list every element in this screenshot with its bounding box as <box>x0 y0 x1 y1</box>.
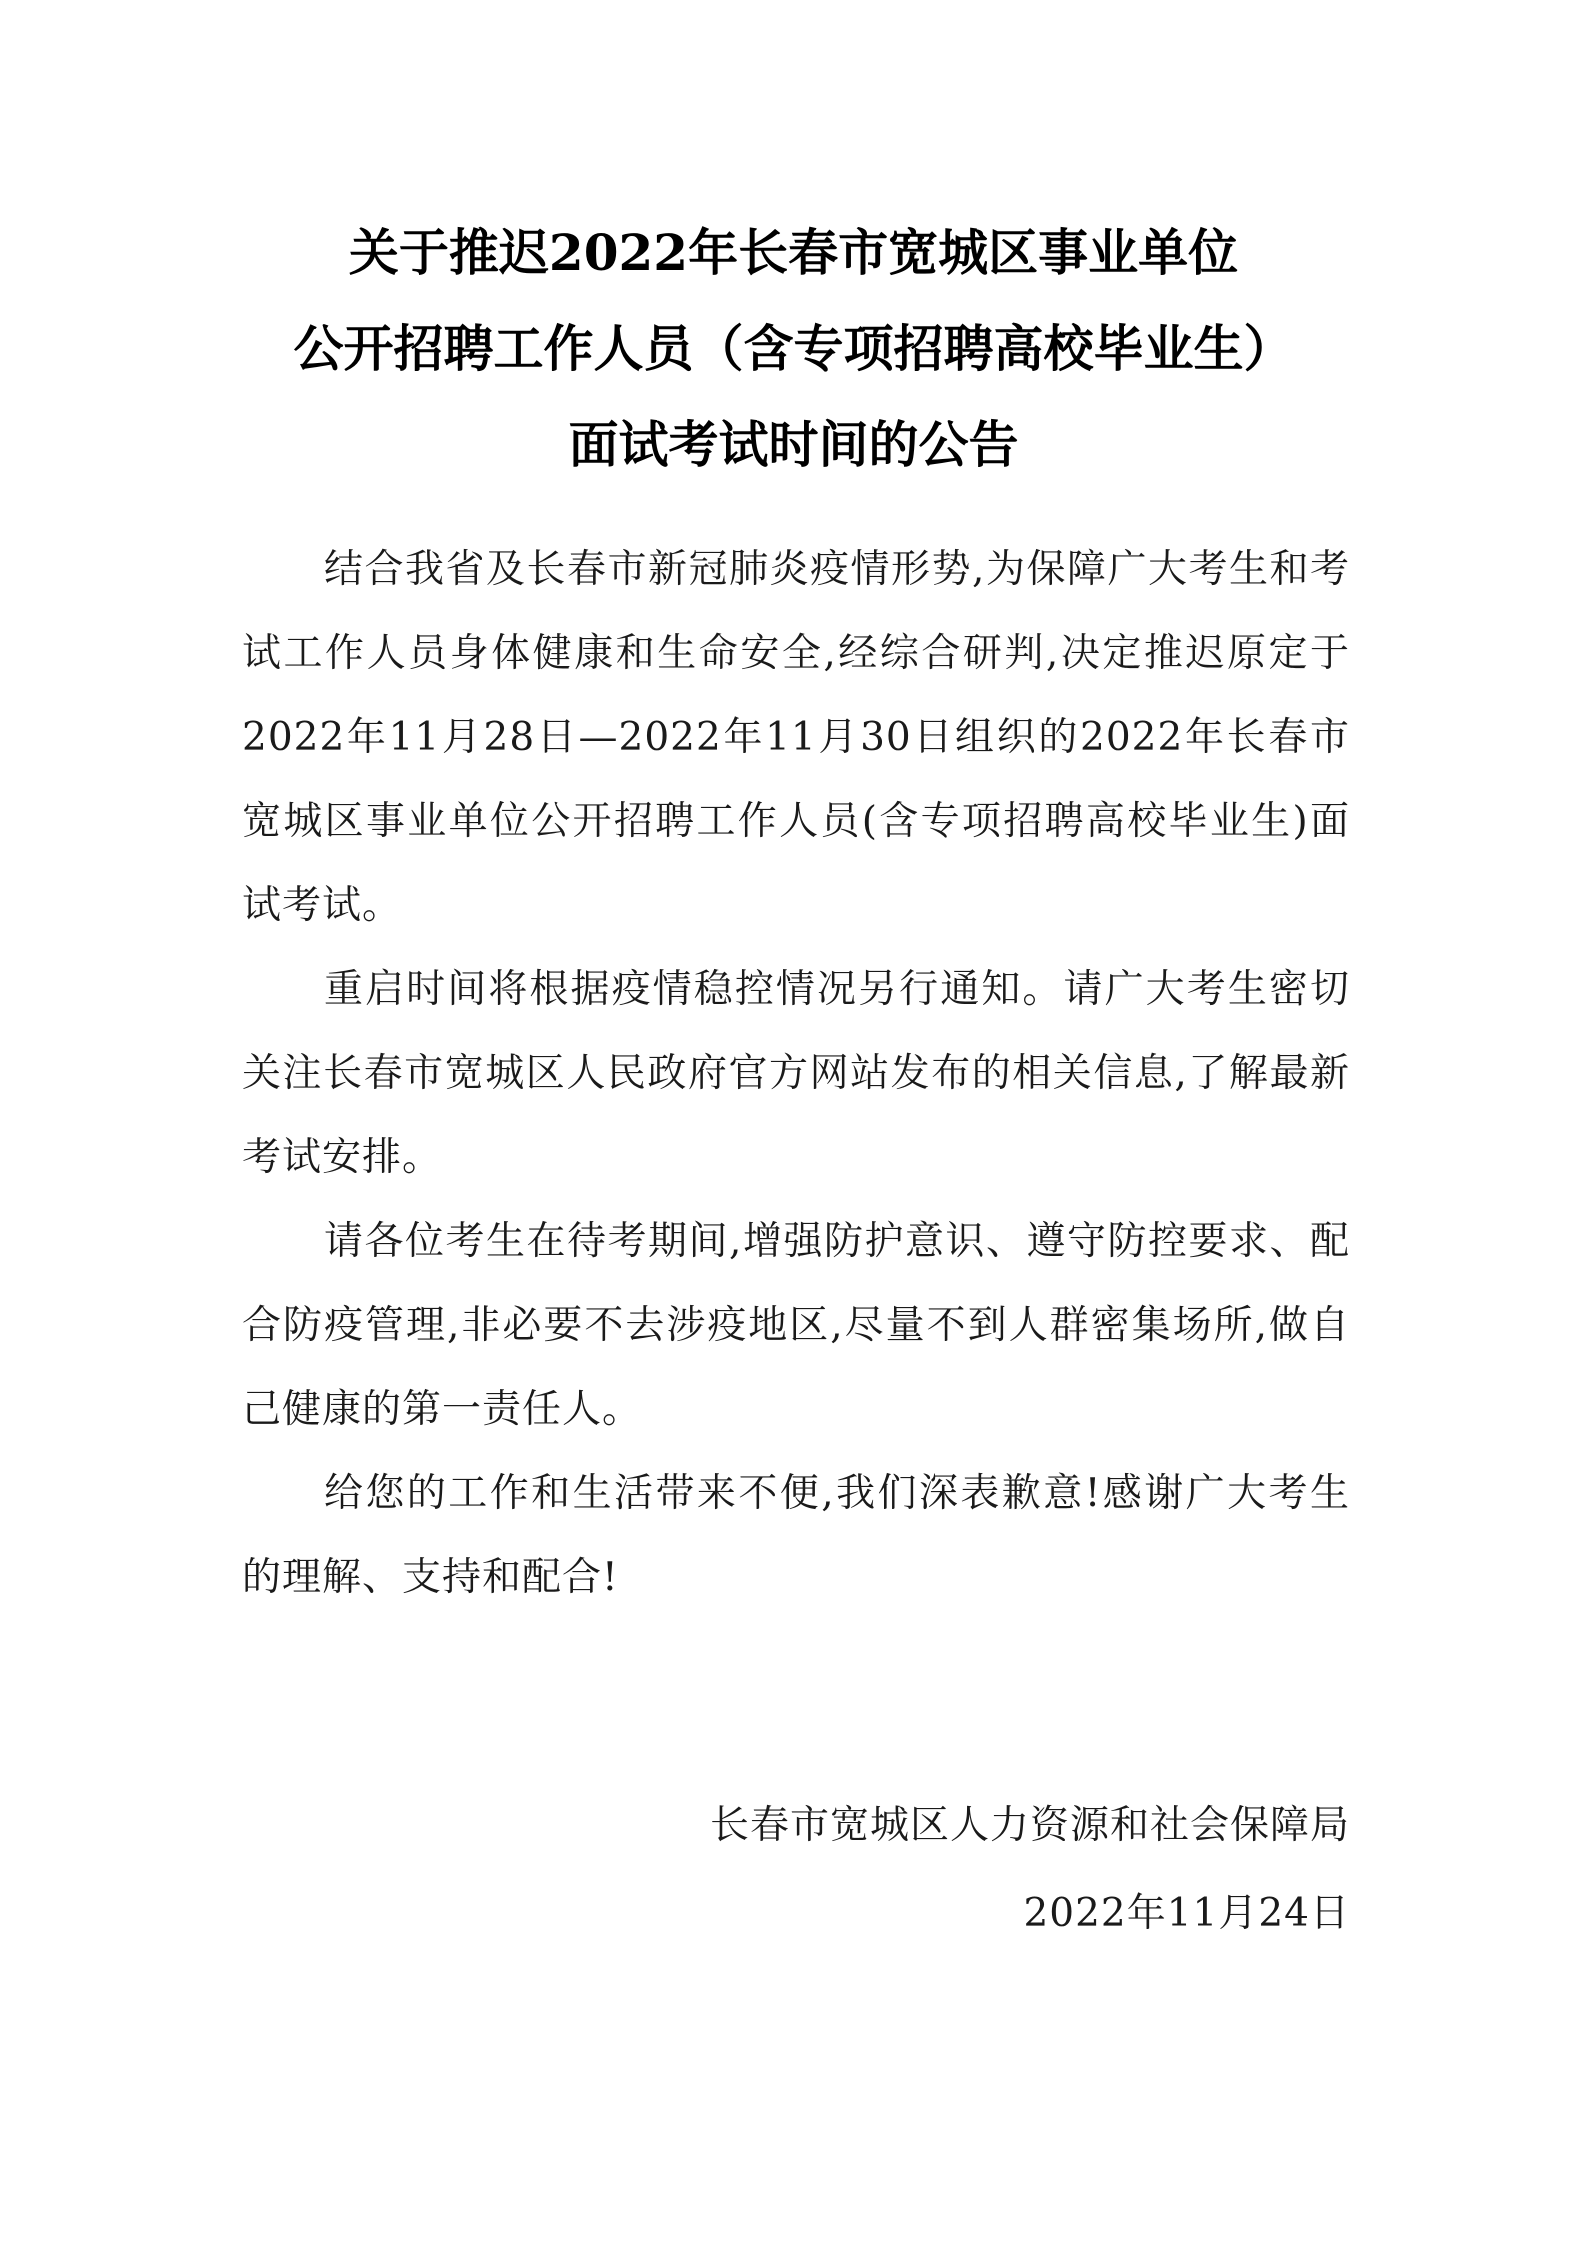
document-title <box>0 205 1587 493</box>
paragraph-postponement: 结合我省及长春市新冠肺炎疫情形势,为保障广大考生和考试工作人员身体健康和生命安全,经综合研判,决定推迟原定于2022年11月28日—2022年11月30日组织的2022年长春市宽城区事业单位公开招聘工作人员(含专项招聘高校毕业生)面试考试。 <box>242 547 1350 928</box>
title-line-3: 面试考试时间的公告 <box>568 415 1019 474</box>
title-line-1: 关于推迟2022年长春市宽城区事业单位 <box>348 223 1239 282</box>
document-body <box>242 528 1350 1620</box>
paragraph-restart-notice: 重启时间将根据疫情稳控情况另行通知。请广大考生密切关注长春市宽城区人民政府官方网站发布的相关信息,了解最新考试安排。 <box>242 967 1350 1180</box>
signature-block <box>710 1782 1350 1958</box>
title-line-2: 公开招聘工作人员（含专项招聘高校毕业生） <box>293 319 1294 378</box>
paragraph-health-advice: 请各位考生在待考期间,增强防护意识、遵守防控要求、配合防疫管理,非必要不去涉疫地区,尽量不到人群密集场所,做自己健康的第一责任人。 <box>242 1219 1350 1432</box>
paragraph-apology: 给您的工作和生活带来不便,我们深表歉意!感谢广大考生的理解、支持和配合! <box>242 1471 1350 1600</box>
issuer-name: 长春市宽城区人力资源和社会保障局 <box>709 1803 1350 1848</box>
issue-date: 2022年11月24日 <box>1023 1891 1350 1936</box>
